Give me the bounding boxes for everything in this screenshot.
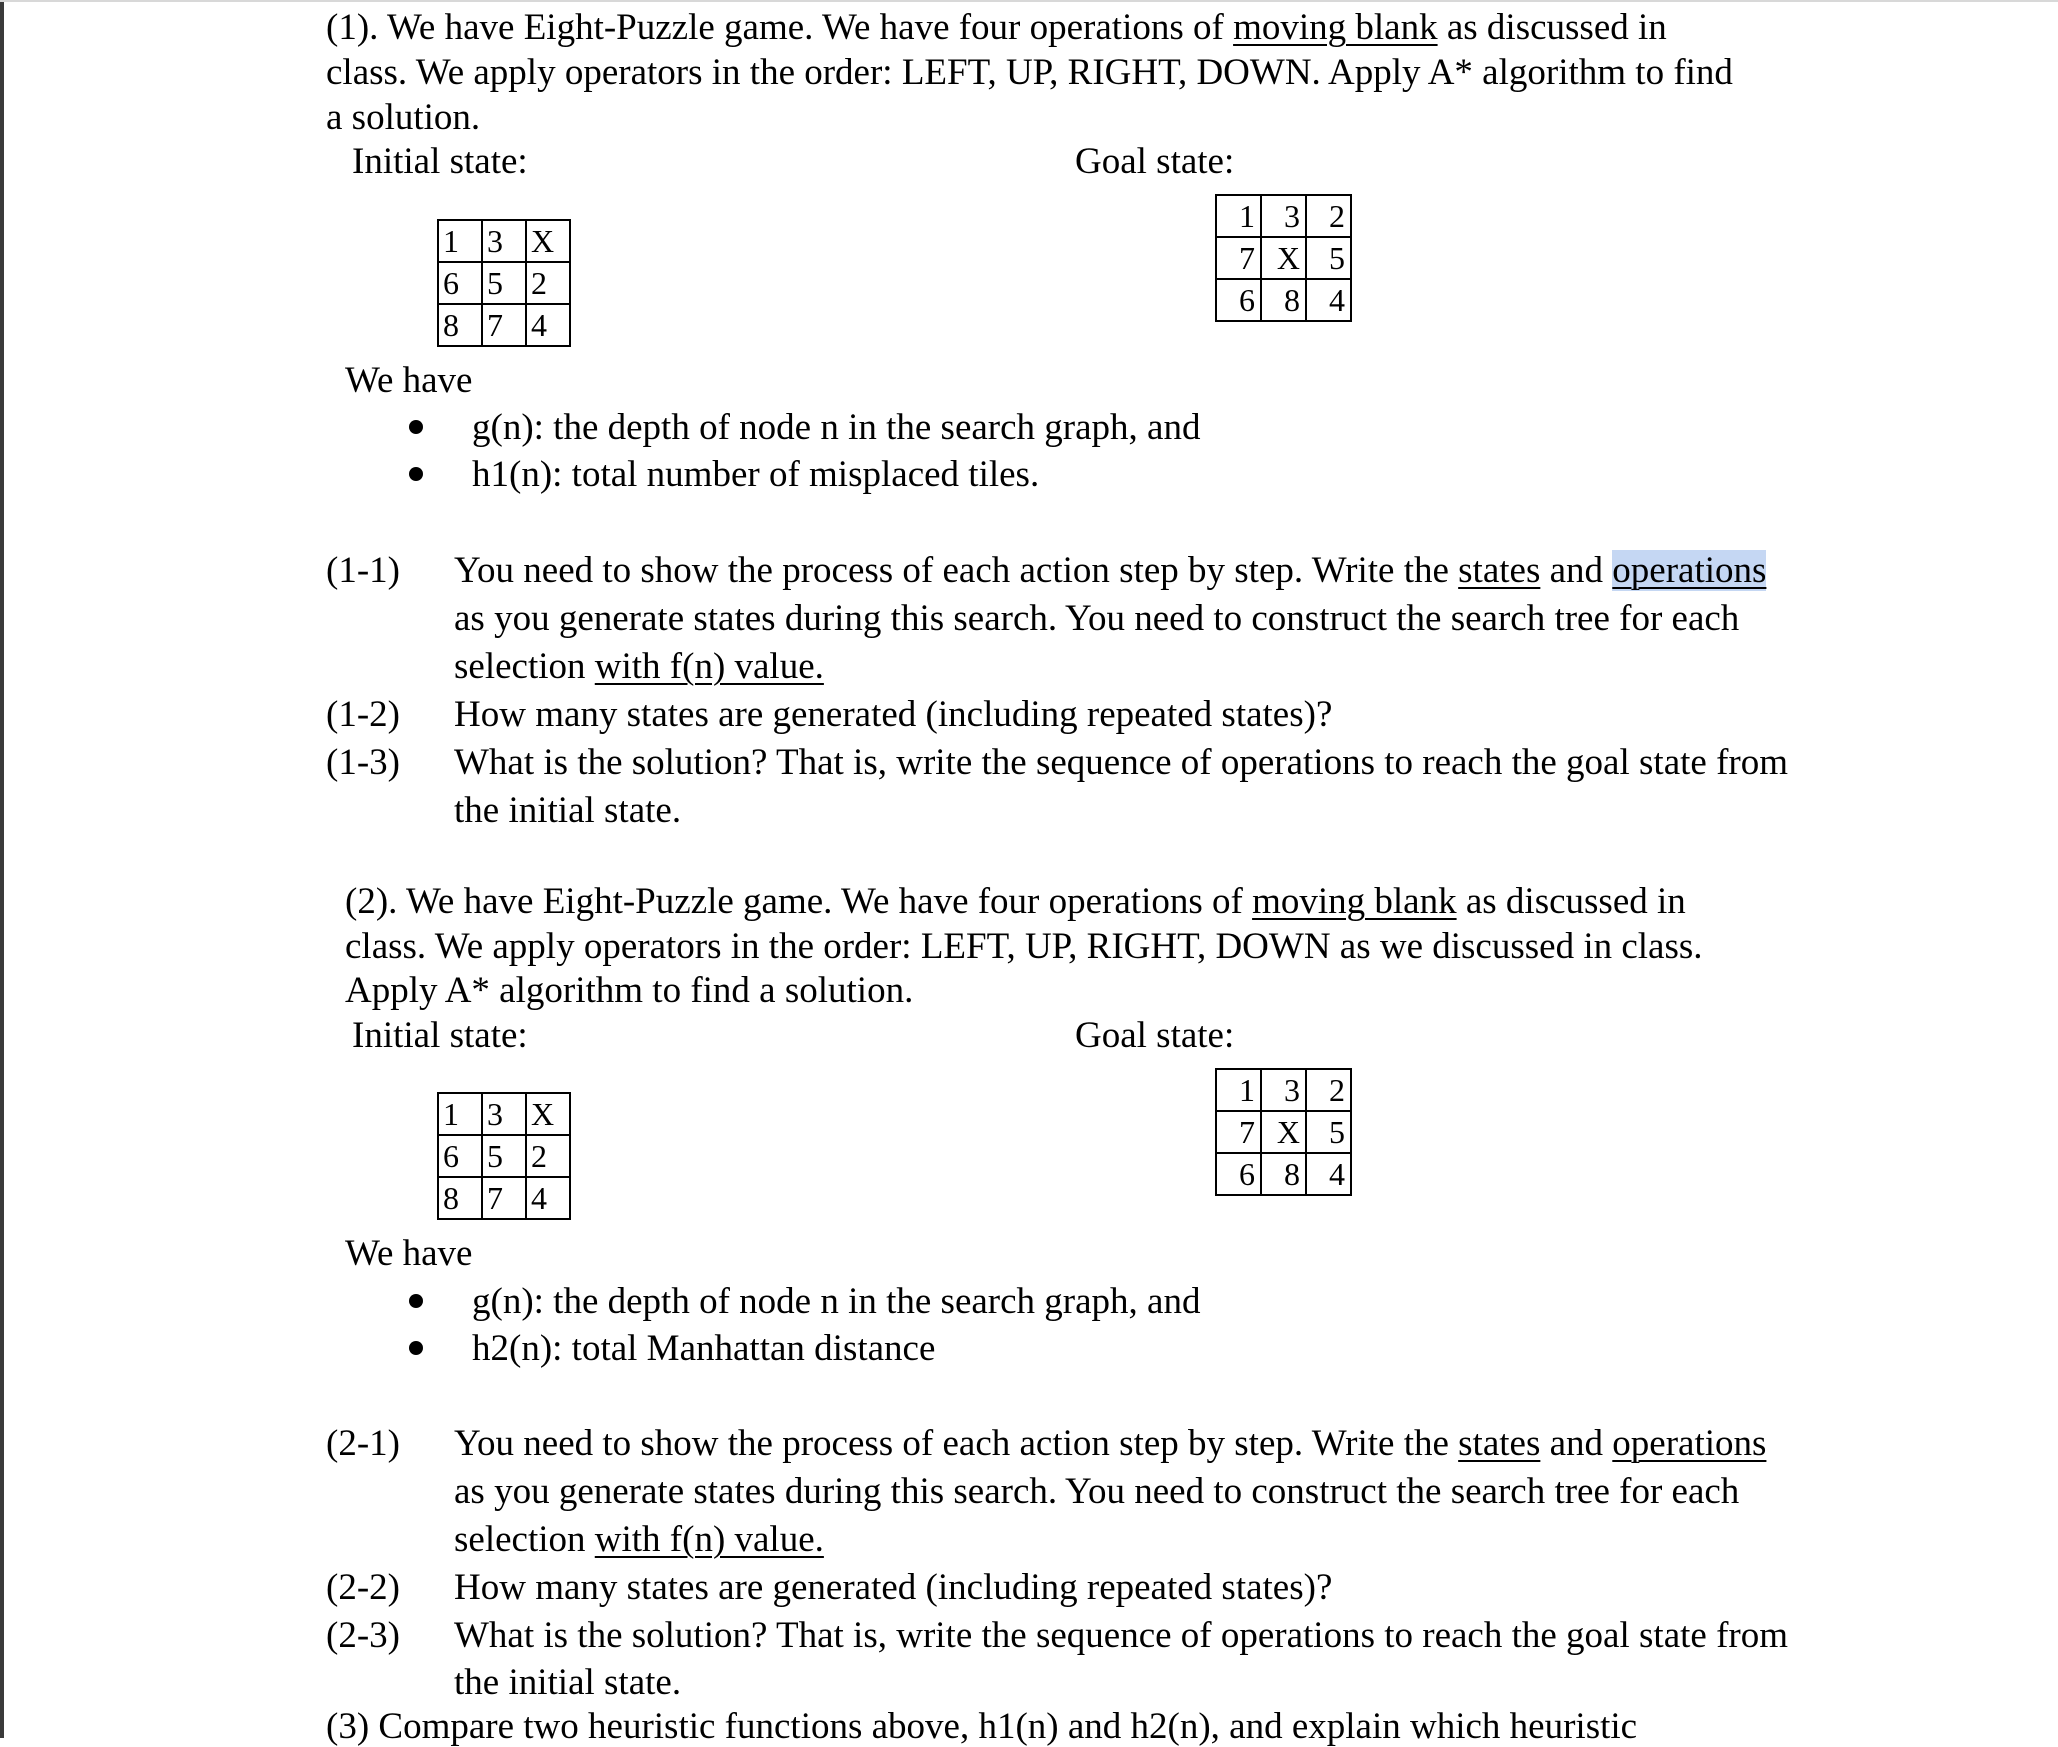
grid-cell: 2 <box>1306 195 1351 237</box>
grid-cell: 4 <box>526 1177 570 1219</box>
problem1-q1-number: (1-1) <box>326 550 400 591</box>
grid-cell: 3 <box>482 220 526 262</box>
problem1-moving-blank: moving blank <box>1233 7 1438 48</box>
problem2-goal-label: Goal state: <box>1075 1015 1235 1056</box>
problem1-bullet-g: g(n): the depth of node n in the search graph, and <box>472 407 1201 448</box>
problem2-q1-number: (2-1) <box>326 1423 400 1464</box>
q1-and: and <box>1540 1423 1613 1464</box>
grid-cell: 6 <box>438 1135 482 1177</box>
problem2-q1-line2: as you generate states during this search. You need to construct the search tree for each <box>454 1471 1740 1512</box>
grid-cell: 5 <box>1306 237 1351 279</box>
grid-cell: 8 <box>438 304 482 346</box>
problem1-we-have: We have <box>345 360 473 401</box>
grid-cell: 1 <box>1216 1069 1261 1111</box>
grid-cell: 4 <box>526 304 570 346</box>
page-left-edge <box>0 0 4 1738</box>
problem2-q1-line3 <box>454 1521 824 1558</box>
problem1-q2-number: (1-2) <box>326 694 400 735</box>
grid-cell: 1 <box>438 1093 482 1135</box>
problem2-intro-text: (2). We have Eight-Puzzle game. We have four operations of <box>345 881 1253 922</box>
grid-cell: 8 <box>1261 1153 1306 1195</box>
q1-and: and <box>1540 550 1613 591</box>
bullet-icon <box>409 1294 423 1308</box>
problem1-goal-grid <box>1215 194 1352 322</box>
grid-row <box>438 1135 570 1177</box>
grid-cell: 3 <box>1261 195 1306 237</box>
q1-text: You need to show the process of each action step by step. Write the <box>454 1423 1459 1464</box>
grid-cell: 7 <box>1216 237 1261 279</box>
problem1-q1-line1 <box>454 552 1766 589</box>
grid-cell: 4 <box>1306 1153 1351 1195</box>
problem3-line1: (3) Compare two heuristic functions above, h1(n) and h2(n), and explain which heuristic <box>326 1706 1638 1747</box>
grid-row <box>438 304 570 346</box>
problem2-intro-line2: class. We apply operators in the order: LEFT, UP, RIGHT, DOWN as we discussed in class. <box>345 926 1703 967</box>
grid-cell: X <box>1261 237 1306 279</box>
grid-cell: 3 <box>482 1093 526 1135</box>
q1-selection: selection <box>454 1519 595 1560</box>
problem1-intro-line2: class. We apply operators in the order: LEFT, UP, RIGHT, DOWN. Apply A* algorithm to find <box>326 52 1733 93</box>
problem2-q3-number: (2-3) <box>326 1615 400 1656</box>
problem2-q1-line1 <box>454 1425 1766 1462</box>
grid-row <box>438 262 570 304</box>
problem2-goal-grid <box>1215 1068 1352 1196</box>
problem1-q1-line2: as you generate states during this search. You need to construct the search tree for each <box>454 598 1740 639</box>
grid-cell: X <box>526 1093 570 1135</box>
problem2-initial-label: Initial state: <box>352 1015 528 1056</box>
grid-cell: 6 <box>1216 279 1261 321</box>
grid-row <box>1216 195 1351 237</box>
grid-cell: 5 <box>1306 1111 1351 1153</box>
problem2-we-have: We have <box>345 1233 473 1274</box>
problem1-q2-text: How many states are generated (including repeated states)? <box>454 694 1333 735</box>
grid-row <box>438 220 570 262</box>
problem1-q1-line3 <box>454 648 824 685</box>
grid-cell: 5 <box>482 1135 526 1177</box>
problem2-q2-number: (2-2) <box>326 1567 400 1608</box>
q1-operations: operations <box>1612 1423 1767 1464</box>
problem2-bullet-g: g(n): the depth of node n in the search graph, and <box>472 1281 1201 1322</box>
q1-selection: selection <box>454 646 595 687</box>
problem2-intro-line3: Apply A* algorithm to find a solution. <box>345 970 914 1011</box>
problem1-q3-line1: What is the solution? That is, write the sequence of operations to reach the goal state from <box>454 742 1788 783</box>
grid-cell: 2 <box>526 262 570 304</box>
grid-cell: 8 <box>438 1177 482 1219</box>
problem1-initial-label: Initial state: <box>352 141 528 182</box>
grid-cell: 2 <box>1306 1069 1351 1111</box>
grid-cell: 1 <box>1216 195 1261 237</box>
problem2-q2-text: How many states are generated (including repeated states)? <box>454 1567 1333 1608</box>
grid-row <box>1216 279 1351 321</box>
problem2-intro-text-end: as discussed in <box>1456 881 1686 922</box>
grid-cell: 7 <box>482 304 526 346</box>
problem2-moving-blank: moving blank <box>1252 881 1457 922</box>
problem1-intro-text: (1). We have Eight-Puzzle game. We have four operations of <box>326 7 1234 48</box>
bullet-icon <box>409 1341 423 1355</box>
bullet-icon <box>409 420 423 434</box>
problem2-intro-line1 <box>345 883 1686 920</box>
problem1-initial-grid <box>437 219 571 347</box>
problem2-bullet-h2: h2(n): total Manhattan distance <box>472 1328 936 1369</box>
problem1-goal-label: Goal state: <box>1075 141 1235 182</box>
grid-row <box>438 1177 570 1219</box>
problem1-intro-line3: a solution. <box>326 97 481 138</box>
grid-row <box>1216 1153 1351 1195</box>
problem2-q3-line2: the initial state. <box>454 1662 682 1703</box>
grid-cell: 3 <box>1261 1069 1306 1111</box>
grid-cell: 8 <box>1261 279 1306 321</box>
q1-fn-value: with f(n) value. <box>594 646 824 687</box>
problem2-initial-grid <box>437 1092 571 1220</box>
grid-cell: 5 <box>482 262 526 304</box>
q1-states: states <box>1458 1423 1541 1464</box>
grid-cell: 6 <box>1216 1153 1261 1195</box>
grid-cell: 7 <box>482 1177 526 1219</box>
problem1-bullet-h1: h1(n): total number of misplaced tiles. <box>472 454 1040 495</box>
grid-cell: X <box>1261 1111 1306 1153</box>
grid-row <box>1216 1069 1351 1111</box>
grid-row <box>1216 1111 1351 1153</box>
problem1-intro-text-end: as discussed in <box>1437 7 1667 48</box>
problem1-q3-number: (1-3) <box>326 742 400 783</box>
grid-row <box>1216 237 1351 279</box>
q1-text: You need to show the process of each action step by step. Write the <box>454 550 1459 591</box>
grid-row <box>438 1093 570 1135</box>
q1-states: states <box>1458 550 1541 591</box>
problem1-q3-line2: the initial state. <box>454 790 682 831</box>
grid-cell: 4 <box>1306 279 1351 321</box>
grid-cell: X <box>526 220 570 262</box>
problem2-q3-line1: What is the solution? That is, write the sequence of operations to reach the goal state from <box>454 1615 1788 1656</box>
grid-cell: 6 <box>438 262 482 304</box>
q1-operations-selected: operations <box>1612 550 1767 591</box>
grid-cell: 7 <box>1216 1111 1261 1153</box>
bullet-icon <box>409 467 423 481</box>
grid-cell: 1 <box>438 220 482 262</box>
page-top-edge <box>0 0 2058 2</box>
q1-fn-value: with f(n) value. <box>594 1519 824 1560</box>
grid-cell: 2 <box>526 1135 570 1177</box>
problem1-intro-line1 <box>326 9 1667 46</box>
